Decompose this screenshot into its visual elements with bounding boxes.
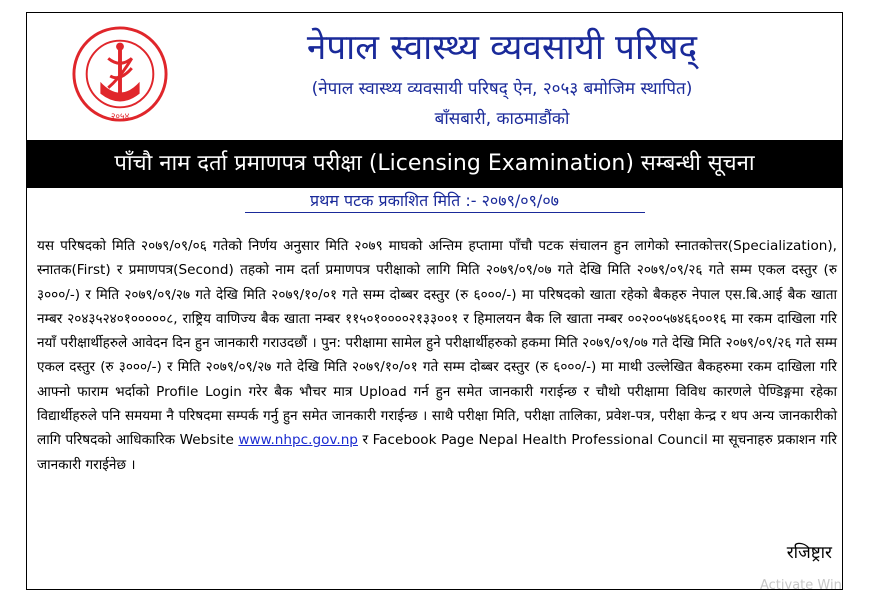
council-seal-icon — [71, 25, 169, 123]
website-link[interactable]: www.nhpc.gov.np — [238, 432, 358, 449]
published-underline — [245, 212, 645, 213]
notice-body-part2: र Facebook Page Nepal Health Professional Council मा सूचनाहरु प्रकाशन गरि जानकारी गराईनेछ । — [37, 432, 837, 473]
organization-name: नेपाल स्वास्थ्य व्यवसायी परिषद् — [306, 28, 698, 68]
registrar-signature: रजिष्ट्रार — [786, 543, 832, 563]
organization-subtitle: (नेपाल स्वास्थ्य व्यवसायी परिषद् ऐन, २०५३ बमोजिम स्थापित) — [311, 79, 693, 99]
notice-title-banner: पाँचौ नाम दर्ता प्रमाणपत्र परीक्षा (Licensing Examination) सम्बन्धी सूचना — [27, 140, 842, 188]
organization-address: बाँसबारी, काठमाडौंको — [434, 109, 570, 129]
logo-year: २०५४ — [110, 112, 130, 123]
notice-frame — [26, 12, 843, 590]
notice-body — [37, 234, 837, 477]
notice-body-part1: यस परिषदको मिति २०७९/०९/०६ गतेको निर्णय अनुसार मिति २०७९ माघको अन्तिम हप्तामा पाँचौ पटक संचालन हुन लागेको स्नातकोत्तर(Specialization), स्नातक(First) र प्रमाणपत्र(Second) तहको नाम दर्ता प्रमाणपत्र परीक्षाको लागि मिति २०७९/०९/०७ गते देखि मिति २०७९/०९/२६ गते सम्म एकल दस्तुर (रु ३०००/-) र मिति २०७९/०९/२७ गते देखि मिति २०७९/१०/०१ गते सम्म दोब्बर दस्तुर (रु ६०००/-) मा परिषदको खाता रहेको बैकहरु नेपाल एस.बि.आई बैक खाता नम्बर २०४३५२४०१०००००८, राष्ट्रिय वाणिज्य बैक खाता नम्बर ११५०१००००२१३३००१ र हिमालयन बैक लि खाता नम्बर ००२००५७४६६००१६ मा रकम दाखिला गरि नयाँ परीक्षार्थीहरुले आवेदन दिन हुन जानकारी गराउदछौं । पुन: परीक्षामा सामेल हुने परीक्षार्थीहरुको हकमा मिति २०७९/०९/०७ गते देखि मिति २०७९/०९/२६ गते सम्म एकल दस्तुर (रु ३०००/-) र मिति २०७९/०९/२७ गते देखि मिति २०७९/१०/०१ गते सम्म दोब्बर दस्तुर (रु ६०००/-) मा माथी उल्लेखित बैकहरुमा रकम दाखिला गरि आफ्नो फाराम भर्दाको Profile Login गरेर बैक भौचर मात्र Upload गर्न हुन समेत जानकारी गराईन्छ र चौथो परीक्षामा विविध कारणले पेण्डिङ्गमा रहेका विद्यार्थीहरुले पनि समयमा नै परिषदमा सम्पर्क गर्नु हुन समेत जानकारी गराईन्छ । साथै परीक्षा मिति, परीक्षा तालिका, प्रवेश-पत्र, परीक्षा केन्द्र र थप अन्य जानकारीको लागि परिषदको आधिकारिक Website — [37, 238, 837, 449]
published-date: प्रथम पटक प्रकाशित मिति :- २०७९/०९/०७ — [310, 191, 559, 210]
activation-watermark: Activate Win — [760, 578, 842, 593]
